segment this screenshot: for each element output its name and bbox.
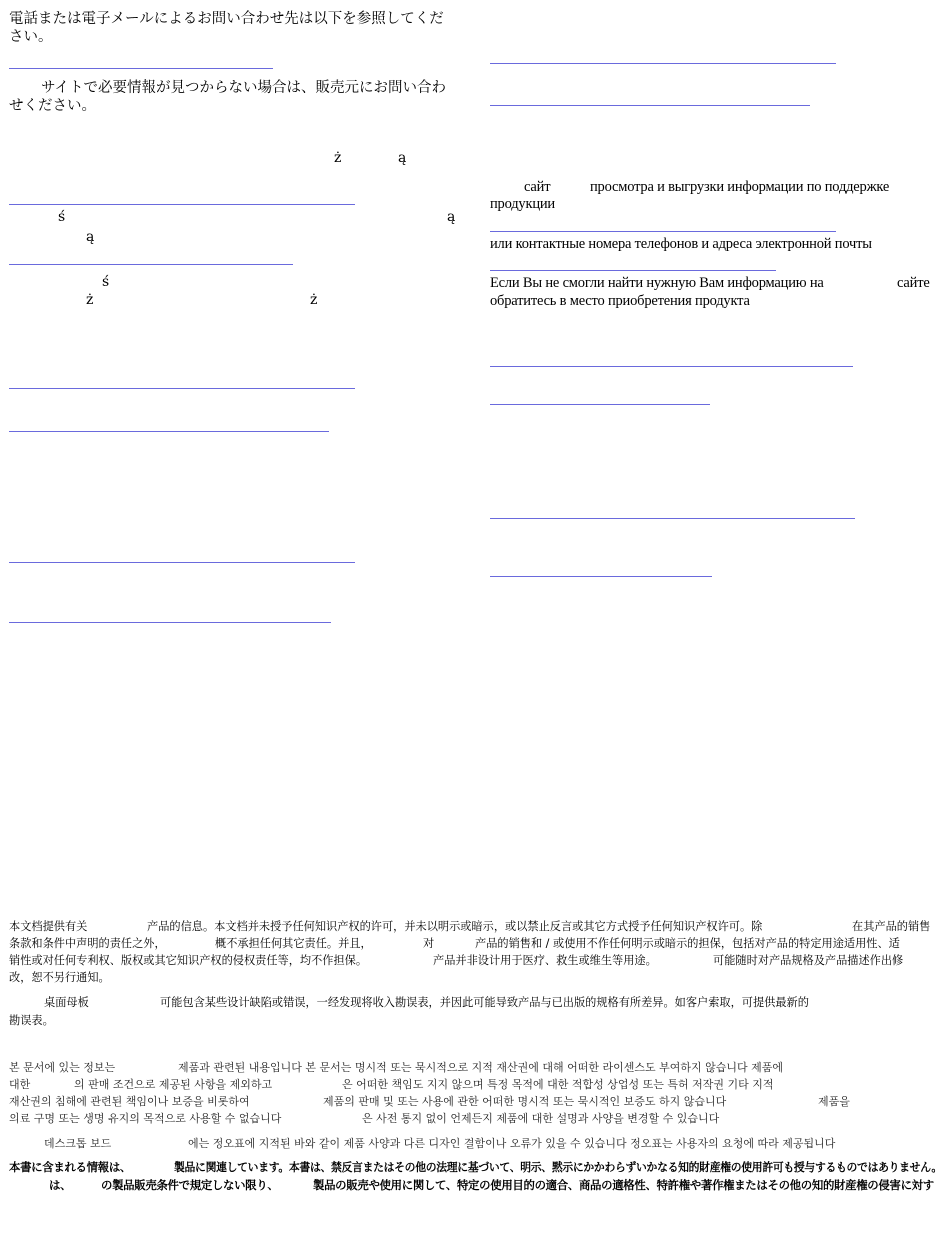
zh-line: 改，恕不另行通知。 [9,971,110,984]
pl-glyph: ż [334,150,342,166]
link-underline[interactable] [490,518,855,519]
ko-line: 제품을 [818,1095,850,1108]
zh-line: 产品的销售和 / 或使用不作任何明示或暗示的担保，包括对产品的特定用途适用性、适 [475,937,900,950]
jp-footer-line: は、 [49,1178,72,1192]
zh-line: 产品并非设计用于医疗、救生或维生等用途。 [433,954,657,967]
zh-line: 桌面母板 [44,996,89,1009]
zh-line: 可能随时对产品规格及产品描述作出修 [713,954,904,967]
ko-line: 제품과 관련된 내용입니다 본 문서는 명시적 또는 묵시적으로 지적 재산권에 대해 어떠한 라이센스도 부여하지 않습니다 제품에 [178,1061,783,1074]
zh-line: 对 [423,937,435,950]
pl-glyph: ą [86,229,95,245]
pl-glyph: ą [447,209,456,225]
ko-line: 에는 정오표에 지적된 바와 같이 제품 사양과 다른 디자인 결함이나 오류가 있을 수 있습니다 정오표는 사용자의 요청에 따라 제공됩니다 [188,1137,836,1150]
link-underline[interactable] [9,388,355,389]
ru-not-found-text: Если Вы не смогли найти нужную Вам информацию на [490,275,824,291]
ko-line: 제품의 판매 및 또는 사용에 관한 어떠한 명시적 또는 묵시적인 보증도 하지 않습니다 [323,1095,727,1108]
zh-line: 本文档提供有关 [9,920,88,933]
zh-line: 条款和条件中声明的责任之外， [9,937,166,950]
ru-site-word: сайте [897,275,930,291]
ko-line: 은 사전 통지 없이 언제든지 제품에 대한 설명과 사양을 변경할 수 있습니다 [362,1112,720,1125]
link-underline[interactable] [9,431,329,432]
ru-contact-seller: обратитесь в место приобретения продукта [490,293,750,309]
link-underline[interactable] [9,562,355,563]
ru-support-text: просмотра и выгрузки информации по поддержке [590,179,890,195]
jp-reseller-note: サイトで必要情報が見つからない場合は、販売元にお問い合わせください。 [9,80,446,114]
jp-footer-line: の製品販売条件で規定しない限り、 [101,1178,279,1192]
ko-line: 대한 [9,1078,31,1091]
zh-line: 在其产品的销售 [852,920,931,933]
link-underline[interactable] [490,366,853,367]
jp-footer-line: 製品の販売や使用に関して、特定の使用目的の適合、商品の適格性、特許権や著作権またはその他の知的財産権の侵害に対す [313,1178,934,1192]
zh-line: 销性或对任何专利权、版权或其它知识产权的侵权责任等，均不作担保。 [9,954,368,967]
jp-footer-line: 本書に含まれる情報は、 [9,1160,131,1174]
link-underline[interactable] [490,231,836,232]
zh-line: 勘误表。 [9,1014,54,1027]
pl-glyph: ś [102,274,110,290]
pl-glyph: ż [86,292,94,308]
ru-site-word: сайт [524,179,551,195]
ko-line: 은 어떠한 책임도 지지 않으며 특정 목적에 대한 적합성 상업성 또는 특허 저작권 기타 지적 [342,1078,774,1091]
pl-glyph: ś [58,209,66,225]
link-underline[interactable] [490,404,710,405]
link-underline[interactable] [490,270,776,271]
link-underline[interactable] [490,576,712,577]
zh-line: 可能包含某些设计缺陷或错误，一经发现将收入勘误表，并因此可能导致产品与已出版的规格有所差异。如客户索取，可提供最新的 [160,996,809,1009]
jp-contact-intro: 電話または電子メールによるお問い合わせ先は以下を参照してください。 [9,11,444,45]
pl-glyph: ż [310,292,318,308]
link-underline[interactable] [9,204,355,205]
ko-line: 본 문서에 있는 정보는 [9,1061,116,1074]
link-underline[interactable] [9,264,293,265]
zh-line: 产品的信息。本文档并未授予任何知识产权的许可，并未以明示或暗示，或以禁止反言或其它方式授予任何知识产权许可。除 [147,920,763,933]
link-underline[interactable] [9,622,331,623]
link-underline[interactable] [9,68,273,69]
link-underline[interactable] [490,63,836,64]
pl-glyph: ą [398,150,407,166]
ko-line: 재산권의 침해에 관련된 책임이나 보증을 비롯하여 [9,1095,250,1108]
jp-footer-line: 製品に関連しています。本書は、禁反言またはその他の法理に基づいて、明示、黙示にかかわらずいかなる知的財産権の使用許可も授与するものではありません。 [174,1160,942,1174]
ko-line: 의 판매 조건으로 제공된 사항을 제외하고 [74,1078,273,1091]
ru-products-word: продукции [490,196,555,212]
link-underline[interactable] [490,105,810,106]
ru-contacts-text: или контактные номера телефонов и адреса электронной почты [490,236,872,252]
zh-line: 概不承担任何其它责任。并且， [215,937,372,950]
ko-line: 데스크톱 보드 [44,1137,112,1150]
ko-line: 의료 구명 또는 생명 유지의 목적으로 사용할 수 없습니다 [9,1112,282,1125]
